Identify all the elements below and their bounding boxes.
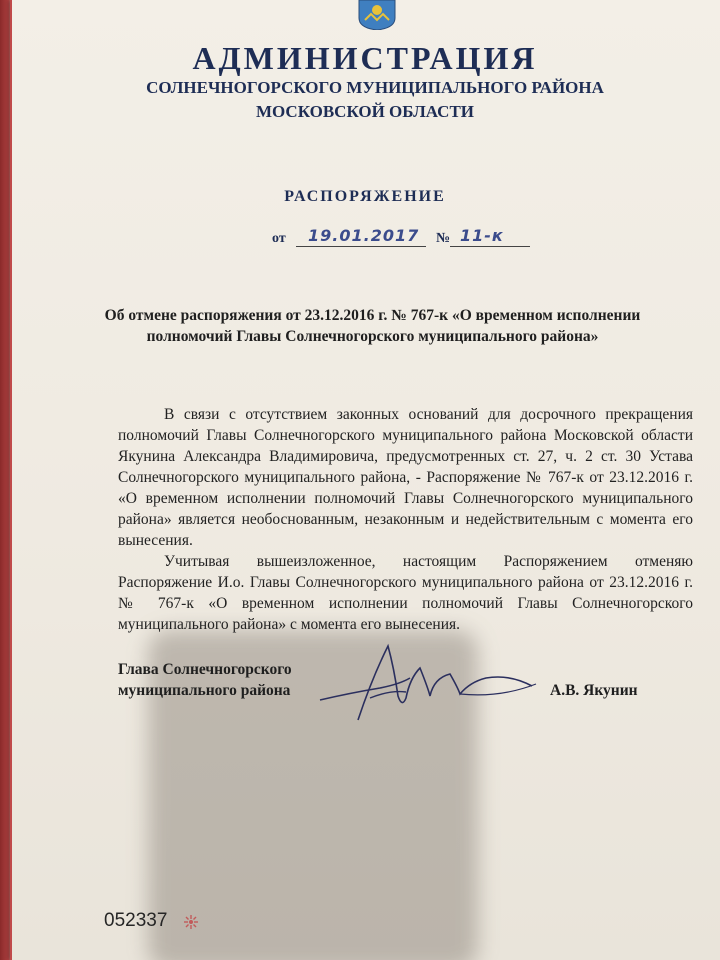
handwritten-number: 11-к xyxy=(460,226,504,245)
coat-of-arms-icon xyxy=(353,0,401,30)
admin-subtitle-line2: МОСКОВСКОЙ ОБЛАСТИ xyxy=(255,102,475,121)
document-heading: Об отмене распоряжения от 23.12.2016 г. № 767-к «О временном исполнении полномочий Главы Солнечногорского муниципального района» xyxy=(104,307,641,345)
document-type: РАСПОРЯЖЕНИЕ xyxy=(284,188,446,205)
date-underline xyxy=(296,246,426,247)
signatory-title-line1: Глава Солнечногорского xyxy=(118,661,292,678)
number-prefix: № xyxy=(436,231,451,246)
signatory-name: А.В. Якунин xyxy=(550,682,638,699)
signatory-title-line2: муниципального района xyxy=(118,682,291,699)
document-body xyxy=(118,404,693,635)
date-prefix: от xyxy=(272,231,286,246)
admin-subtitle-line1: СОЛНЕЧНОГОРСКОГО МУНИЦИПАЛЬНОГО РАЙОНА xyxy=(146,78,604,97)
date-number-line xyxy=(272,226,572,248)
handwritten-date: 19.01.2017 xyxy=(308,226,420,245)
serial-number: 052337 xyxy=(104,910,168,931)
number-underline xyxy=(450,246,530,247)
body-paragraph: В связи с отсутствием законных оснований для досрочного прекращения полномочий Главы Солнечногорского муниципального района Московской области Якунина Александра Владимировича, предусмотренных ст. 27, ч. 2 ст. 30 Устава Солнечногорского муниципального района, - Распоряжение № 767-к от 23.12.2016 г. «О временном исполнении полномочий Главы Солнечногорского муниципального района» является необоснованным, незаконным и недействительным с момента его вынесения. xyxy=(118,406,693,549)
page-edge-line xyxy=(10,0,12,960)
admin-title: АДМИНИСТРАЦИЯ xyxy=(192,40,538,76)
body-paragraph: Учитывая вышеизложенное, настоящим Распоряжением отменяю Распоряжение И.о. Главы Солнечногорского муниципального района от 23.12.2016 г. № 767-к «О временном исполнении полномочий Главы Солнечногорского муниципального района» с момента его вынесения. xyxy=(118,553,693,633)
document-page xyxy=(10,0,720,960)
handwritten-signature xyxy=(310,638,540,728)
rosette-icon xyxy=(183,914,199,930)
